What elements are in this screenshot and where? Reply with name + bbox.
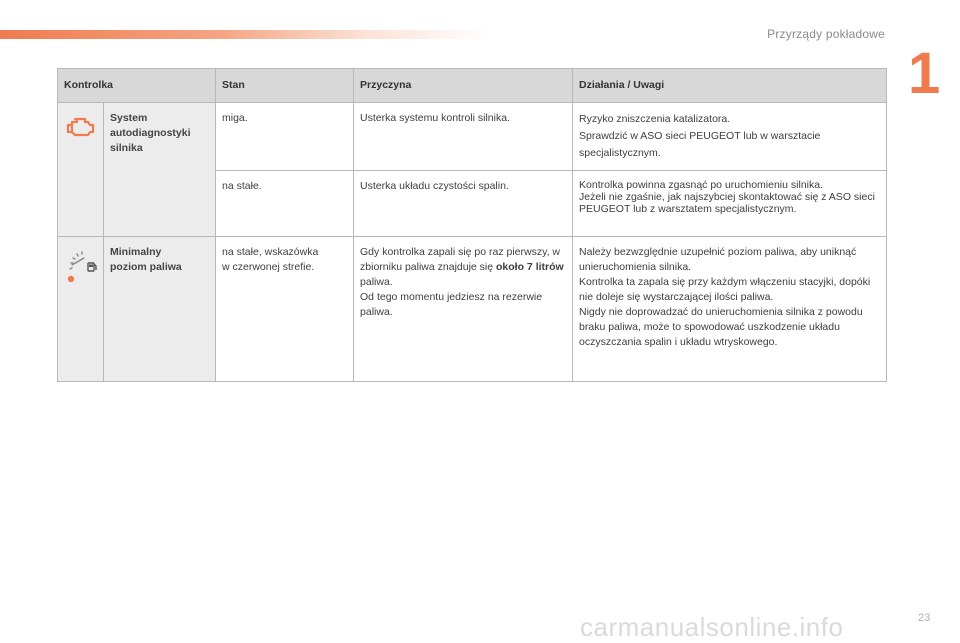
column-header-dzialania: Działania / Uwagi — [573, 69, 887, 103]
fuel-gauge-icon — [64, 278, 98, 290]
engine-warning-icon — [65, 130, 97, 142]
stan-cell: na stałe. — [216, 171, 354, 237]
column-header-kontrolka: Kontrolka — [58, 69, 216, 103]
table-header-row — [58, 69, 887, 103]
header-accent-bar — [0, 30, 490, 39]
column-header-przyczyna: Przyczyna — [354, 69, 573, 103]
table-row — [58, 103, 887, 171]
warning-lights-table — [57, 68, 887, 382]
table-row — [58, 237, 887, 382]
dzialania-cell: Ryzyko zniszczenia katalizatora. Sprawdzić w ASO sieci PEUGEOT lub w warsztacie specjalistycznym. — [573, 103, 887, 171]
watermark: carmanualsonline.info — [580, 612, 844, 642]
stan-cell: na stałe, wskazówka w czerwonej strefie. — [216, 237, 354, 382]
przyczyna-cell: Usterka systemu kontroli silnika. — [354, 103, 573, 171]
icon-cell — [58, 237, 104, 382]
icon-cell — [58, 103, 104, 237]
dzialania-cell: Kontrolka powinna zgasnąć po uruchomieniu silnika. Jeżeli nie zgaśnie, jak najszybciej skontaktować się z ASO sieci PEUGEOT lub z warsztatem specjalistycznym. — [573, 171, 887, 237]
light-name-engine: System autodiagnostyki silnika — [104, 103, 216, 237]
dzialania-cell: Należy bezwzględnie uzupełnić poziom paliwa, aby uniknąć unieruchomienia silnika. Kontrolka ta zapala się przy każdym włączeniu stacyjki, dopóki nie doleje się wystarczającej ilości paliwa. Nigdy nie doprowadzać do unieruchomienia silnika z powodu braku paliwa, może to spowodować uszkodzenie układu oczyszczania spalin i układu wtryskowego. — [573, 237, 887, 382]
fuel-amount: około 7 litrów — [496, 261, 564, 273]
light-name-fuel: Minimalny poziom paliwa — [104, 237, 216, 382]
przyczyna-cell: Gdy kontrolka zapali się po raz pierwszy, w zbiorniku paliwa znajduje się około 7 litrów paliwa. Od tego momentu jedziesz na rezerwie paliwa. — [354, 237, 573, 382]
przyczyna-cell: Usterka układu czystości spalin. — [354, 171, 573, 237]
chapter-number: 1 — [908, 41, 941, 106]
stan-cell: miga. — [216, 103, 354, 171]
page-number: 23 — [918, 612, 931, 624]
column-header-stan: Stan — [216, 69, 354, 103]
section-title: Przyrządy pokładowe — [767, 27, 885, 41]
